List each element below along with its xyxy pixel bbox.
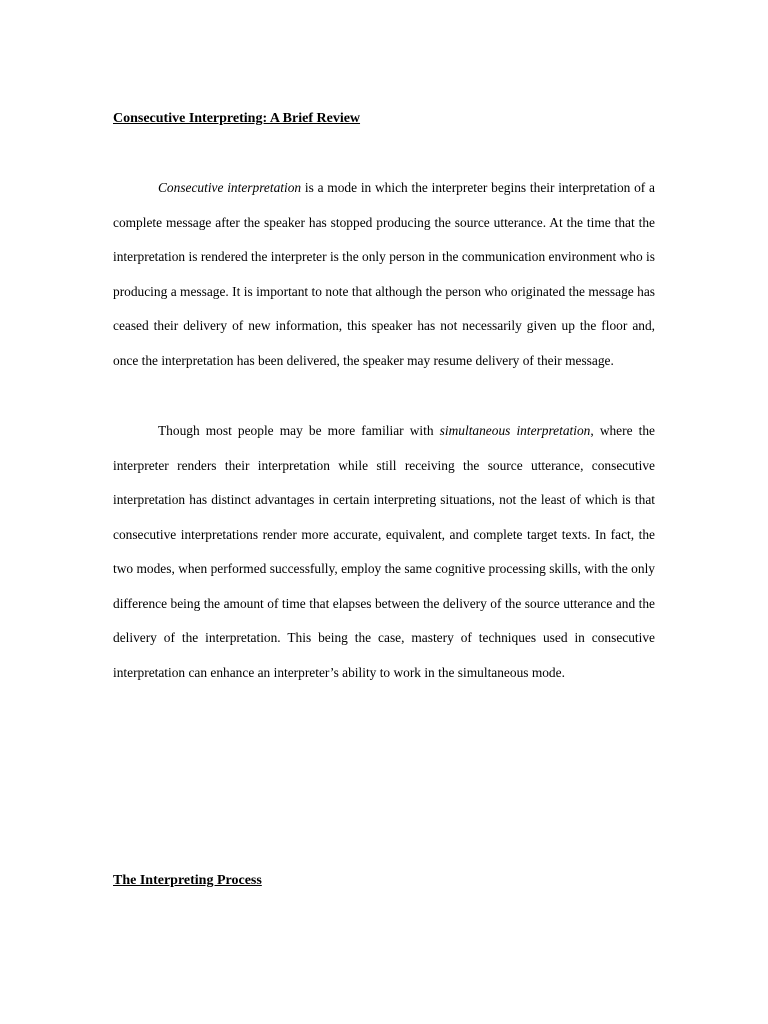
paragraph-text-after: , where the interpreter renders their interpretation while still receiving the source utterance, consecutive interpretation has distinct advantages in certain interpreting situations, not the least of which is that consecutive interpretations render more accurate, equivalent, and complete target texts. In fact, the two modes, when performed successfully, employ the same cognitive processing skills, with the only difference being the amount of time that elapses between the delivery of the source utterance and the delivery of the interpretation. This being the case, mastery of techniques used in consecutive interpretation can enhance an interpreter’s ability to work in the simultaneous mode. [113,423,655,680]
italic-term: Consecutive interpretation [158,180,302,195]
paragraph-text-before: Though most people may be more familiar with [158,423,440,438]
paragraph-text: is a mode in which the interpreter begins their interpretation of a complete message after the speaker has stopped producing the source utterance. At the time that the interpretation is rendered the interpreter is the only person in the communication environment who is producing a message. It is important to note that although the person who originated the message has ceased their delivery of new information, this speaker has not necessarily given up the floor and, once the interpretation has been delivered, the speaker may resume delivery of their message. [113,180,655,368]
section-heading: The Interpreting Process [113,873,262,888]
italic-term: simultaneous interpretation [439,423,591,438]
document-title: Consecutive Interpreting: A Brief Review [113,111,361,126]
paragraph-consecutive-definition [113,171,655,378]
paragraph-modes-comparison [113,414,655,690]
